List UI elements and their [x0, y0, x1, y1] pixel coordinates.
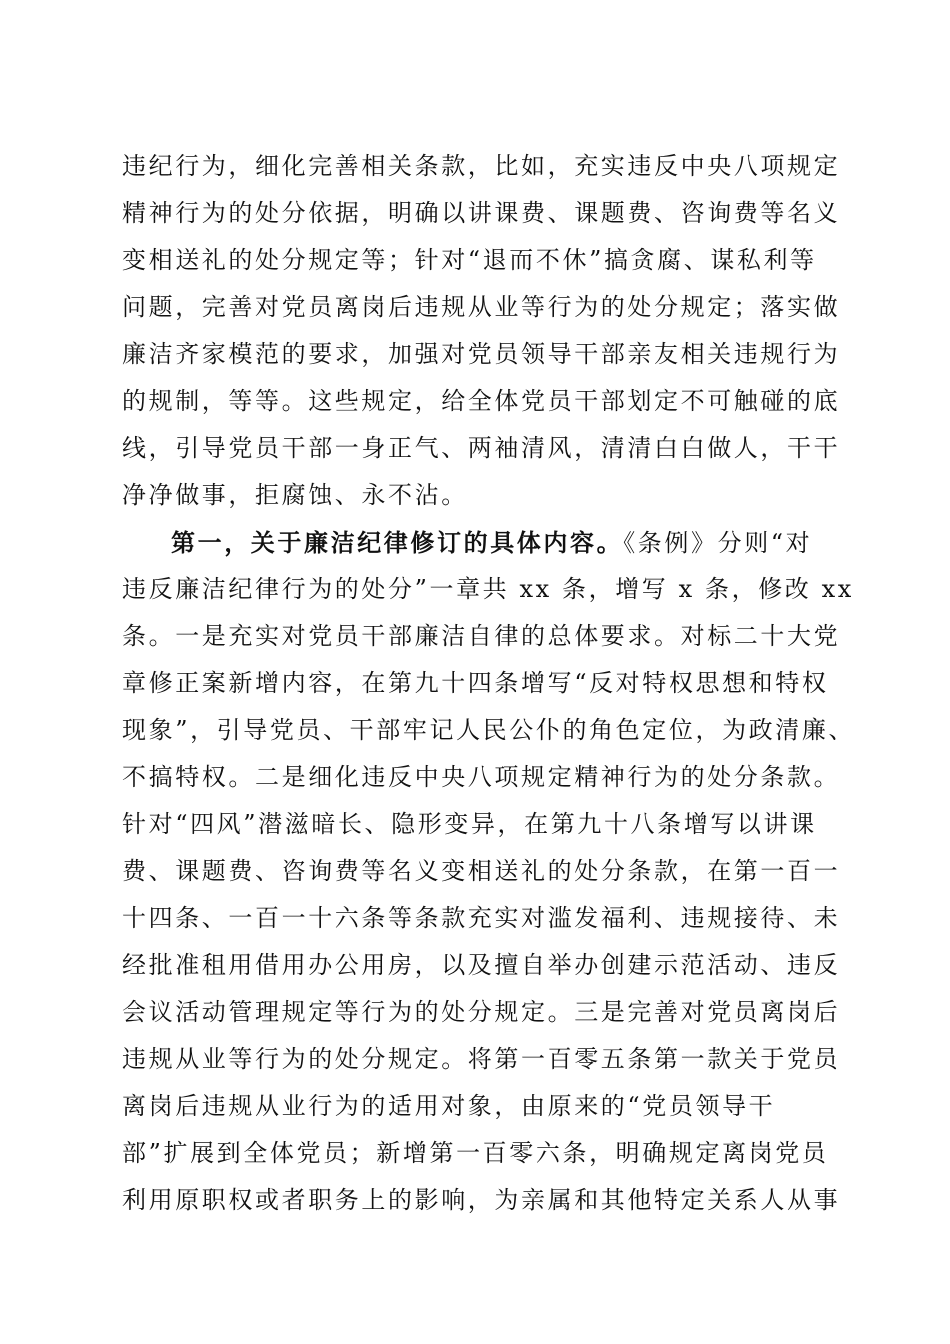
paragraph-start-line: [122, 519, 832, 566]
text-line: 违反廉洁纪律行为的处分”一章共 xx 条，增写 x 条，修改 xx: [122, 575, 854, 603]
text-line: 离岗后违规从业行为的适用对象，由原来的“党员领导干: [122, 1092, 776, 1120]
text-line: 经批准租用借用办公用房，以及擅自举办创建示范活动、违反: [122, 951, 841, 979]
text-line: 章修正案新增内容，在第九十四条增写“反对特权思想和特权: [122, 669, 829, 697]
text-line: 变相送礼的处分规定等；针对“退而不休”搞贪腐、谋私利等: [122, 246, 817, 274]
text-line: 利用原职权或者职务上的影响，为亲属和其他特定关系人从事: [122, 1186, 841, 1214]
text-line: 违规从业等行为的处分规定。将第一百零五条第一款关于党员: [122, 1045, 841, 1073]
text-line: 会议活动管理规定等行为的处分规定。三是完善对党员离岗后: [122, 998, 841, 1026]
text-run: 《条例》分则“对: [623, 529, 813, 557]
text-line: 问题，完善对党员离岗后违规从业等行为的处分规定；落实做: [122, 293, 841, 321]
text-line: 违纪行为，细化完善相关条款，比如，充实违反中央八项规定: [122, 152, 841, 180]
text-line: 廉洁齐家模范的要求，加强对党员领导干部亲友相关违规行为: [122, 340, 841, 368]
text-line: 费、课题费、咨询费等名义变相送礼的处分条款，在第一百一: [122, 857, 841, 885]
text-line: 部”扩展到全体党员；新增第一百零六条，明确规定离岗党员: [122, 1139, 829, 1167]
text-line: 精神行为的处分依据，明确以讲课费、课题费、咨询费等名义: [122, 199, 841, 227]
section-heading: 第一，关于廉洁纪律修订的具体内容。: [171, 528, 624, 557]
text-line: 针对“四风”潜滋暗长、隐形变异，在第九十八条增写以讲课: [122, 810, 817, 838]
text-line: 净净做事，拒腐蚀、永不沾。: [122, 481, 468, 509]
text-line: 线，引导党员干部一身正气、两袖清风，清清白白做人，干干: [122, 434, 841, 462]
text-line: 条。一是充实对党员干部廉洁自律的总体要求。对标二十大党: [122, 622, 841, 650]
text-line: 现象”，引导党员、干部牢记人民公仆的角色定位，为政清廉、: [122, 716, 856, 744]
document-body: [122, 143, 856, 1224]
text-line: 不搞特权。二是细化违反中央八项规定精神行为的处分条款。: [122, 763, 841, 791]
text-line: 的规制，等等。这些规定，给全体党员干部划定不可触碰的底: [122, 387, 841, 415]
text-line: 十四条、一百一十六条等条款充实对滥发福利、违规接待、未: [122, 904, 841, 932]
